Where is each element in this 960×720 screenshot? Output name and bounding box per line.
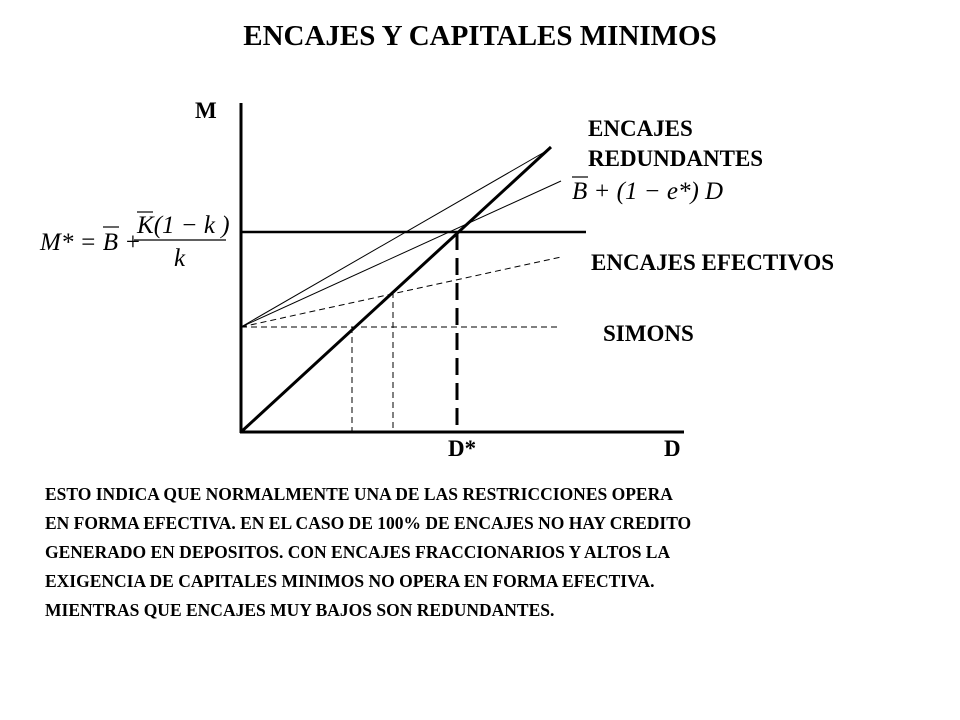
page-title: ENCAJES Y CAPITALES MINIMOS bbox=[243, 20, 717, 52]
formula-rest: + (1 − e*) D bbox=[587, 178, 724, 205]
paragraph-line: EXIGENCIA DE CAPITALES MINIMOS NO OPERA EN FORMA EFECTIVA. bbox=[45, 571, 655, 591]
redundantes-label-line1: ENCAJES bbox=[588, 116, 693, 141]
formula-m-star: M* = bbox=[40, 229, 103, 256]
formula-plus: + bbox=[117, 229, 142, 256]
formula-numerator bbox=[136, 212, 230, 239]
encajes-efectivos-line bbox=[241, 257, 561, 327]
paragraph-line: GENERADO EN DEPOSITOS. CON ENCAJES FRACCIONARIOS Y ALTOS LA bbox=[45, 542, 671, 562]
redundantes-label-line2: REDUNDANTES bbox=[588, 146, 764, 171]
paragraph-line: MIENTRAS QUE ENCAJES MUY BAJOS SON REDUNDANTES. bbox=[45, 600, 555, 620]
encajes-redundantes-line bbox=[241, 150, 548, 327]
formula-k: K bbox=[137, 212, 154, 239]
simons-label: SIMONS bbox=[603, 321, 694, 346]
b-plus-line bbox=[241, 181, 561, 327]
capital-minimo-formula bbox=[39, 229, 141, 256]
explanation-paragraph bbox=[45, 480, 925, 625]
d-star-label: D* bbox=[448, 436, 477, 461]
redundantes-formula bbox=[572, 178, 723, 205]
deposit-line bbox=[241, 147, 551, 432]
formula-numer-rest: (1 − k ) bbox=[153, 212, 230, 239]
formula-left-b: B bbox=[102, 229, 118, 256]
formula-denominator: k bbox=[174, 245, 186, 272]
efectivos-label: ENCAJES EFECTIVOS bbox=[591, 250, 835, 275]
paragraph-line: EN FORMA EFECTIVA. EN EL CASO DE 100% DE ENCAJES NO HAY CREDITO bbox=[45, 513, 692, 533]
x-axis-label: D bbox=[664, 436, 681, 461]
y-axis-label: M bbox=[195, 98, 217, 123]
formula-b: B bbox=[572, 178, 588, 205]
paragraph-line: ESTO INDICA QUE NORMALMENTE UNA DE LAS RESTRICCIONES OPERA bbox=[45, 484, 673, 504]
